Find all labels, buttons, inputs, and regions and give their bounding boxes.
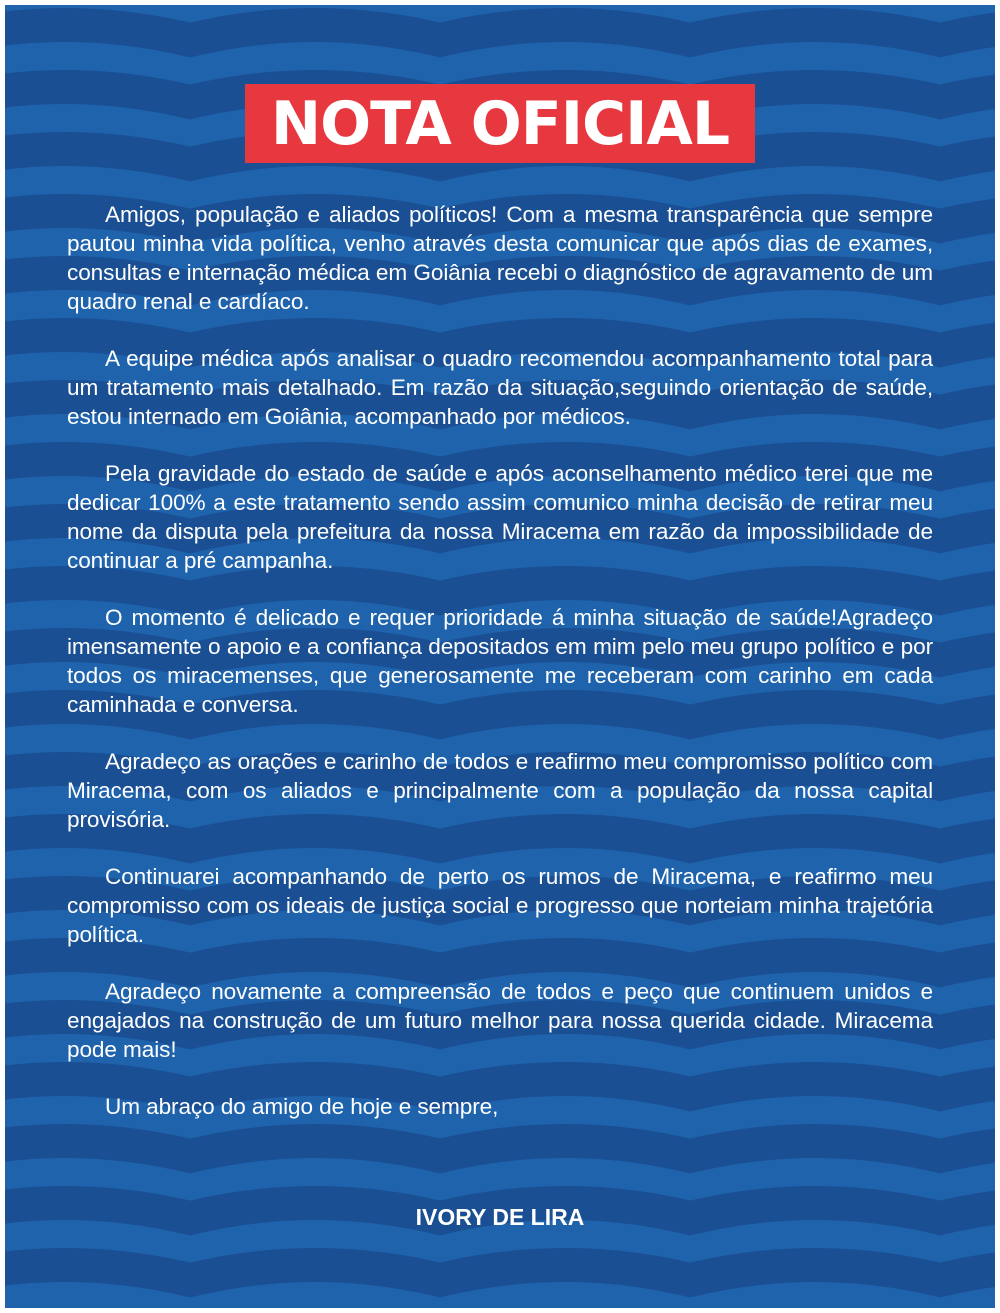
paragraph-3: Pela gravidade do estado de saúde e após aconselhamento médico terei que me dedicar 100% a este tratamento sendo assim comunico minha decisão de retirar meu nome da disputa pela prefeitura da nossa Miracema em razão da impossibilidade de continuar a pré campanha. [67, 461, 933, 573]
paragraph-2: A equipe médica após analisar o quadro recomendou acompanhamento total para um tratamento mais detalhado. Em razão da situação,seguindo orientação de saúde, estou internado em Goiânia, acompanhado por médicos. [67, 346, 933, 429]
wave-line [0, 1265, 1000, 1280]
page-title: NOTA OFICIAL [270, 88, 730, 159]
letter-body [67, 200, 933, 1149]
paragraph-6: Continuarei acompanhando de perto os rumos de Miracema, e reafirmo meu compromisso com os ideais de justiça social e progresso que norteiam minha trajetória política. [67, 864, 933, 947]
paragraph-7: Agradeço novamente a compreensão de todos e peço que continuem unidos e engajados na construção de um futuro melhor para nossa querida cidade. Miracema pode mais! [67, 979, 933, 1062]
signature: IVORY DE LIRA [415, 1204, 585, 1230]
title-banner [245, 84, 755, 163]
paragraph-1: Amigos, população e aliados políticos! Com a mesma transparência que sempre pautou minha vida política, venho através desta comunicar que após dias de exames, consultas e internação médica em Goiânia recebi o diagnóstico de agravamento de um quadro renal e cardíaco. [67, 202, 933, 314]
paragraph-5: Agradeço as orações e carinho de todos e reafirmo meu compromisso político com Miracema, com os aliados e principalmente com a população da nossa capital provisória. [67, 749, 933, 832]
paragraph-closing: Um abraço do amigo de hoje e sempre, [105, 1094, 499, 1119]
wave-line [0, 25, 1000, 40]
paragraph-4: O momento é delicado e requer prioridade á minha situação de saúde!Agradeço imensamente o apoio e a confiança depositados em mim pelo meu grupo político e por todos os miracemenses, que generosamente me receberam com carinho em cada caminhada e conversa. [67, 605, 933, 717]
